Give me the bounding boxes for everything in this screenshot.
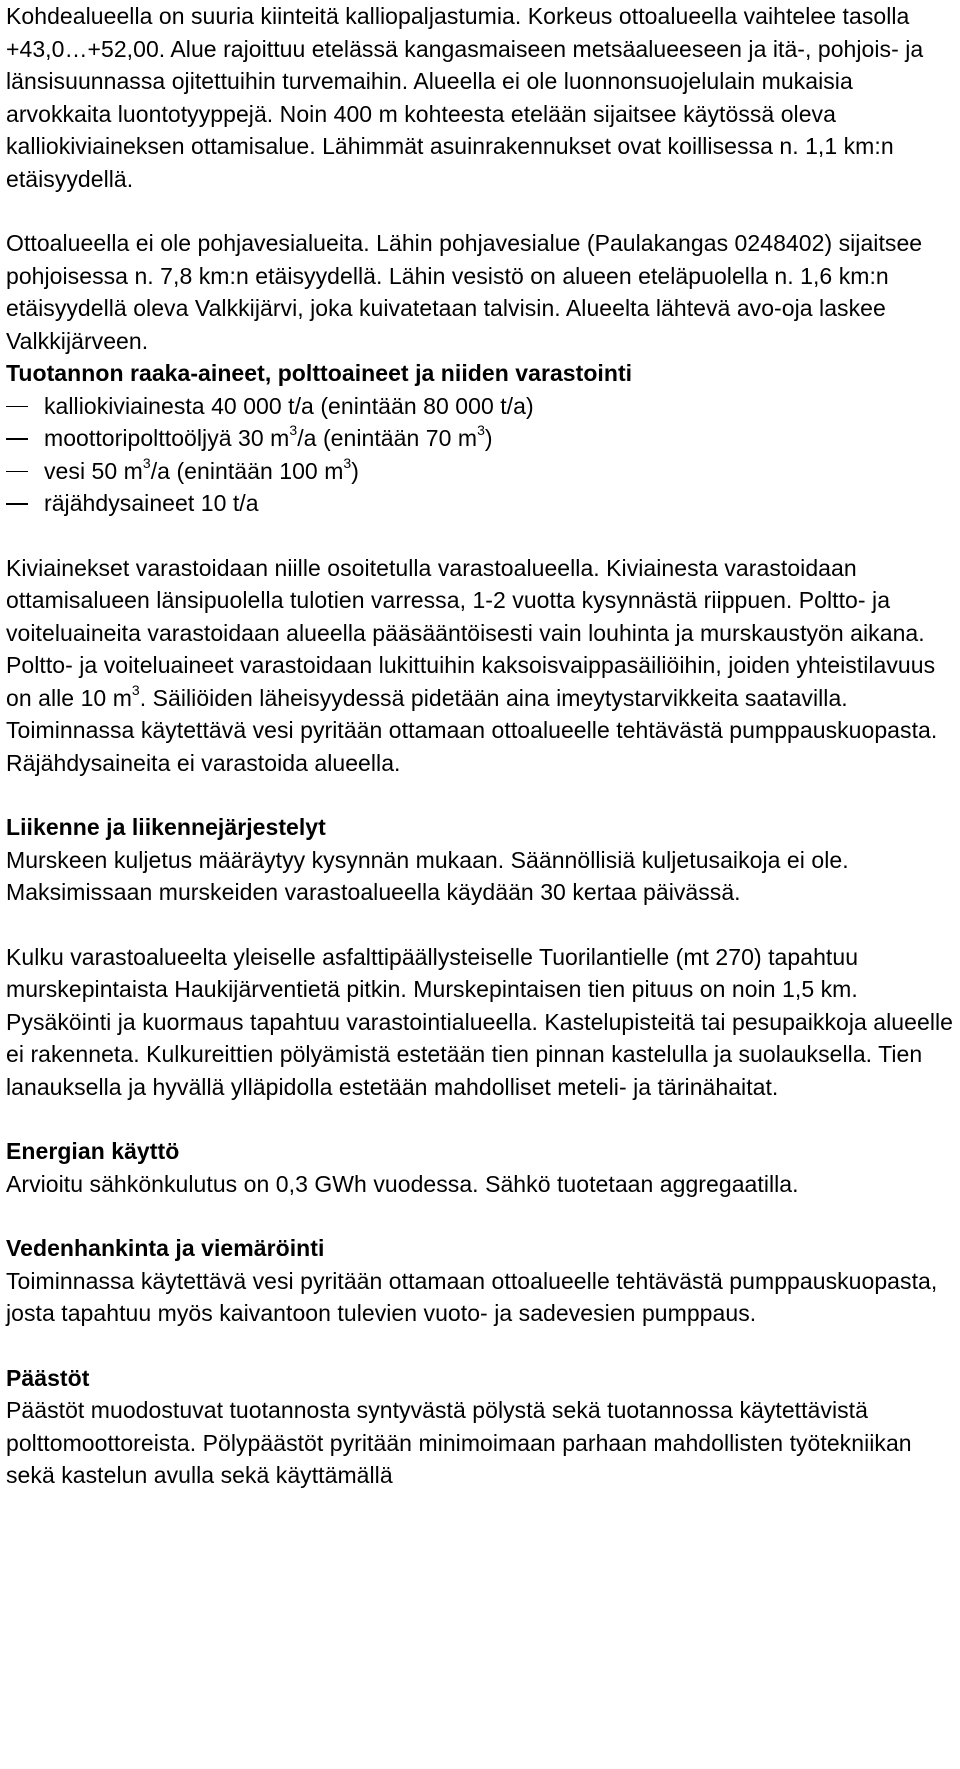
heading-energy: Energian käyttö (6, 1138, 180, 1164)
dash-bullet-icon (6, 406, 28, 408)
paragraph-site-description: Kohdealueella on suuria kiinteitä kalliopaljastumia. Korkeus ottoalueella vaihtelee tasolla +43,0…+52,00. Alue rajoittuu etelässä kangasmaiseen metsäalueeseen ja itä-, pohjois- ja länsisuunnassa ojitettuihin turvemaihin. Alueella ei ole luonnonsuojelulain mukaisia arvokkaita luontotyyppejä. Noin 400 m kohteesta etelään sijaitsee käytössä oleva kalliokiviaineksen ottamisalue. Lähimmät asuinrakennukset ovat koillisessa n. 1,1 km:n etäisyydellä. (6, 3, 924, 192)
heading-traffic: Liikenne ja liikennejärjestelyt (6, 814, 326, 840)
paragraph-emissions: Päästöt muodostuvat tuotannosta syntyvästä pölystä sekä tuotannossa käytettävistä polttomoottoreista. Pölypäästöt pyritään minimoimaan parhaan mahdollisten työtekniikan sekä kastelun avulla sekä käyttämällä (6, 1397, 912, 1488)
spacer (6, 520, 960, 552)
dash-bullet-icon (6, 438, 28, 440)
spacer (6, 1330, 960, 1362)
spacer (6, 779, 960, 811)
paragraph-groundwater: Ottoalueella ei ole pohjavesialueita. Lähin pohjavesialue (Paulakangas 0248402) sijaitsee pohjoisessa n. 7,8 km:n etäisyydellä. Lähin vesistö on alueen eteläpuolella n. 1,6 km:n etäisyydellä oleva Valkkijärvi, joka kuivatetaan talvisin. Alueelta lähtevä avo-oja laskee Valkkijärveen. (6, 230, 923, 354)
raw-materials-list (6, 390, 960, 520)
spacer (6, 909, 960, 941)
dash-bullet-icon (6, 503, 28, 505)
paragraph-traffic-1: Murskeen kuljetus määräytyy kysynnän mukaan. Säännöllisiä kuljetusaikoja ei ole. Maksimissaan murskeiden varastoalueella käydään 30 kertaa päivässä. (6, 846, 849, 905)
paragraph-water: Toiminnassa käytettävä vesi pyritään ottamaan ottoalueelle tehtävästä pumppauskuopasta, josta tapahtuu myös kaivantoon tulevien vuoto- ja sadevesien pumppaus. (6, 1267, 938, 1326)
paragraph-storage: Kiviainekset varastoidaan niille osoitetulla varastoalueella. Kiviainesta varastoidaan ottamisalueen länsipuolella tulotien varressa, 1-2 vuotta kysynnästä riippuen. Poltto- ja voiteluaineita varastoidaan alueella pääsääntöisesti vain louhinta ja murskaustyön aikana. Poltto- ja voiteluaineet varastoidaan lukittuihin kaksoisvaippasäiliöihin, joiden yhteistilavuus on alle 10 $m^3$. Säiliöiden läheisyydessä pidetään aina imeytystarvikkeita saatavilla. Toiminnassa käytettävä vesi pyritään ottamaan ottoalueelle tehtävästä pumppauskuopasta. Räjähdysaineita ei varastoida alueella. (6, 554, 938, 776)
list-item (6, 455, 960, 488)
list-item-text: räjähdysaineet 10 t/a (44, 490, 259, 516)
heading-raw-materials: Tuotannon raaka-aineet, polttoaineet ja niiden varastointi (6, 360, 633, 386)
list-item (6, 422, 960, 455)
list-item-text: moottoripolttoöljyä 30 $m^3/a$ (enintään 70 $m^3$) (44, 422, 493, 451)
dash-bullet-icon (6, 471, 28, 473)
heading-emissions: Päästöt (6, 1364, 90, 1391)
list-item (6, 390, 960, 423)
paragraph-energy: Arvioitu sähkönkulutus on 0,3 GWh vuodessa. Sähkö tuotetaan aggregaatilla. (6, 1170, 799, 1197)
spacer (6, 195, 960, 227)
list-item (6, 487, 960, 520)
list-item-text: vesi 50 $m^3/a$ (enintään 100 $m^3$) (44, 454, 359, 484)
spacer (6, 1103, 960, 1135)
spacer (6, 1200, 960, 1232)
paragraph-traffic-2: Kulku varastoalueelta yleiselle asfalttipäällysteiselle Tuorilantielle (mt 270) tapahtuu murskepintaista Haukijärventietä pitkin. Murskepintaisen tien pituus on noin 1,5 km. Pysäköinti ja kuormaus tapahtuu varastointialueella. Kastelupisteitä tai pesupaikkoja alueelle ei rakenneta. Kulkureittien pölyämistä estetään tien pinnan kastelulla ja suolauksella. Tien lanauksella ja hyvällä ylläpidolla estetään mahdolliset meteli- ja tärinähaitat. (6, 943, 953, 1100)
list-item-text: kalliokiviainesta 40 000 t/a (enintään 80 000 t/a) (44, 392, 534, 419)
heading-water: Vedenhankinta ja viemäröinti (6, 1235, 325, 1261)
